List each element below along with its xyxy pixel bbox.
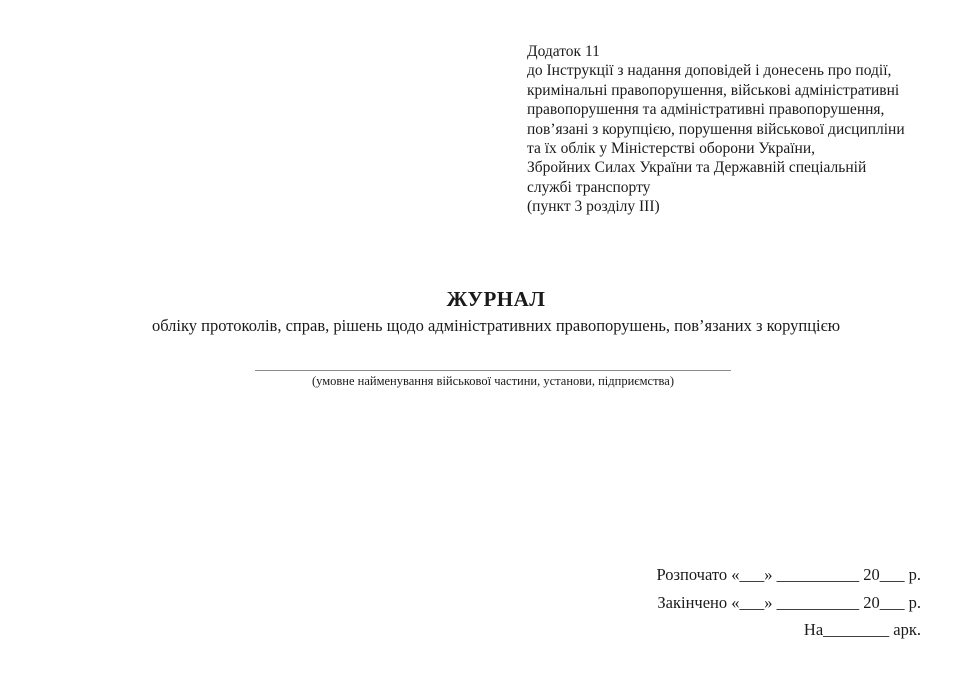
appendix-line: правопорушення та адміністративні правопорушення,: [527, 101, 885, 119]
appendix-line: службі транспорту: [527, 178, 651, 196]
appendix-line: кримінальні правопорушення, військові адміністративні: [527, 81, 900, 99]
title-block: [22, 287, 970, 336]
appendix-line: Збройних Силах України та Державній спеціальній: [527, 159, 867, 177]
journal-subtitle: обліку протоколів, справ, рішень щодо адміністративних правопорушень, пов’язаних з корупцією: [151, 316, 841, 335]
appendix-line: до Інструкції з надання доповідей і донесень про події,: [527, 62, 892, 80]
journal-title: ЖУРНАЛ: [446, 287, 546, 311]
appendix-line: пов’язані з корупцією, порушення військової дисципліни: [527, 120, 905, 138]
unit-name-section: [255, 370, 731, 389]
appendix-block: [527, 42, 937, 217]
unit-name-blank-line: [255, 370, 731, 371]
footer-started-line: Розпочато «___» __________ 20___ р.: [656, 565, 921, 584]
appendix-line: та їх облік у Міністерстві оборони України,: [527, 140, 815, 158]
footer-sheets-line: На________ арк.: [803, 620, 921, 639]
appendix-label: Додаток 11: [527, 43, 600, 60]
footer-finished-line: Закінчено «___» __________ 20___ р.: [657, 593, 921, 612]
appendix-section-reference: (пункт 3 розділу ІІІ): [527, 198, 660, 216]
unit-name-caption: (умовне найменування військової частини, установи, підприємства): [312, 374, 674, 388]
